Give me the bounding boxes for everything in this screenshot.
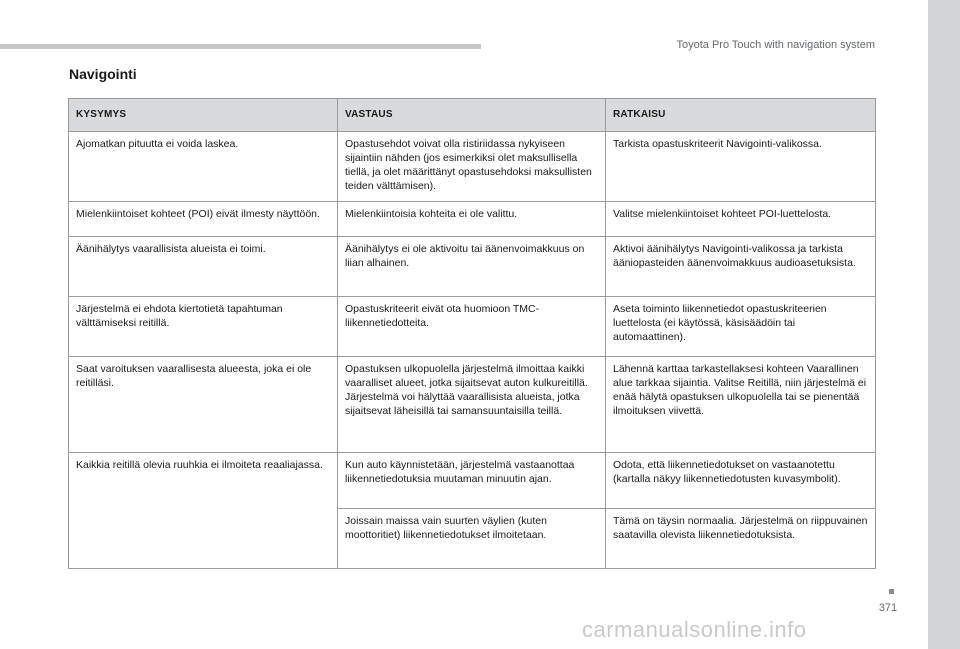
table-header-row: [69, 99, 876, 132]
watermark: carmanualsonline.info: [582, 617, 807, 642]
answer-cell: Joissain maissa vain suurten väylien (kuten moottoritiet) liikennetiedotukset ilmoitetaan.: [338, 509, 606, 569]
side-margin-strip: [928, 0, 960, 649]
solution-cell: Lähennä karttaa tarkastellaksesi kohteen Vaarallinen alue tarkkaa sijaintia. Valitse Reitillä, niin järjestelmä ei enää hälytä opastuksen ulkopuolella tai se pienentää ilmoituksen viivettä.: [606, 357, 876, 453]
answer-cell: Opastuskriteerit eivät ota huomioon TMC-liikennetiedotteita.: [338, 297, 606, 357]
answer-cell: Äänihälytys ei ole aktivoitu tai äänenvoimakkuus on liian alhainen.: [338, 237, 606, 297]
answer-cell: Opastusehdot voivat olla ristiriidassa nykyiseen sijaintiin nähden (jos esimerkiksi olet maksullisella tiellä, ja olet määrittänyt opastusehdoksi maksullisten teiden välttämisen).: [338, 132, 606, 202]
table-row: [69, 357, 876, 453]
solution-cell: Valitse mielenkiintoiset kohteet POI-luettelosta.: [606, 202, 876, 237]
answer-cell: Mielenkiintoisia kohteita ei ole valittu.: [338, 202, 606, 237]
table-row: [69, 237, 876, 297]
solution-cell: Tarkista opastuskriteerit Navigointi-valikossa.: [606, 132, 876, 202]
top-decorative-bar: [0, 44, 481, 49]
table-row: [69, 132, 876, 202]
table-row: [69, 453, 876, 509]
running-header: Toyota Pro Touch with navigation system: [676, 39, 875, 51]
table-row: [69, 297, 876, 357]
answer-cell: Opastuksen ulkopuolella järjestelmä ilmoittaa kaikki vaaralliset alueet, jotka sijaitsevat auton kulkureitillä. Järjestelmä voi hälyttää vaarallisista alueista, jotka sijaitsevat läheisillä tai samansuuntaisilla teillä.: [338, 357, 606, 453]
end-of-section-mark: [889, 589, 894, 594]
question-cell: Mielenkiintoiset kohteet (POI) eivät ilmesty näyttöön.: [69, 202, 338, 237]
question-cell: Ajomatkan pituutta ei voida laskea.: [69, 132, 338, 202]
page-number: 371: [878, 602, 898, 614]
question-cell: Kaikkia reitillä olevia ruuhkia ei ilmoiteta reaaliajassa.: [69, 453, 338, 569]
question-cell: Äänihälytys vaarallisista alueista ei toimi.: [69, 237, 338, 297]
table-row: [69, 202, 876, 237]
solution-cell: Aseta toiminto liikennetiedot opastuskriteerien luettelosta (ei käytössä, käsisäädöin tai automaattinen).: [606, 297, 876, 357]
solution-cell: Odota, että liikennetiedotukset on vastaanotettu (kartalla näkyy liikennetiedotusten kuvasymbolit).: [606, 453, 876, 509]
solution-cell: Tämä on täysin normaalia. Järjestelmä on riippuvainen saatavilla olevista liikennetiedotuksista.: [606, 509, 876, 569]
column-header-solution: RATKAISU: [606, 99, 876, 132]
question-cell: Järjestelmä ei ehdota kiertotietä tapahtuman välttämiseksi reitillä.: [69, 297, 338, 357]
question-cell: Saat varoituksen vaarallisesta alueesta, joka ei ole reitilläsi.: [69, 357, 338, 453]
solution-cell: Aktivoi äänihälytys Navigointi-valikossa ja tarkista ääniopasteiden äänenvoimakkuus audioasetuksista.: [606, 237, 876, 297]
section-title: Navigointi: [69, 66, 137, 82]
troubleshooting-table: [68, 98, 876, 569]
column-header-question: KYSYMYS: [69, 99, 338, 132]
answer-cell: Kun auto käynnistetään, järjestelmä vastaanottaa liikennetiedotuksia muutaman minuutin ajan.: [338, 453, 606, 509]
column-header-answer: VASTAUS: [338, 99, 606, 132]
